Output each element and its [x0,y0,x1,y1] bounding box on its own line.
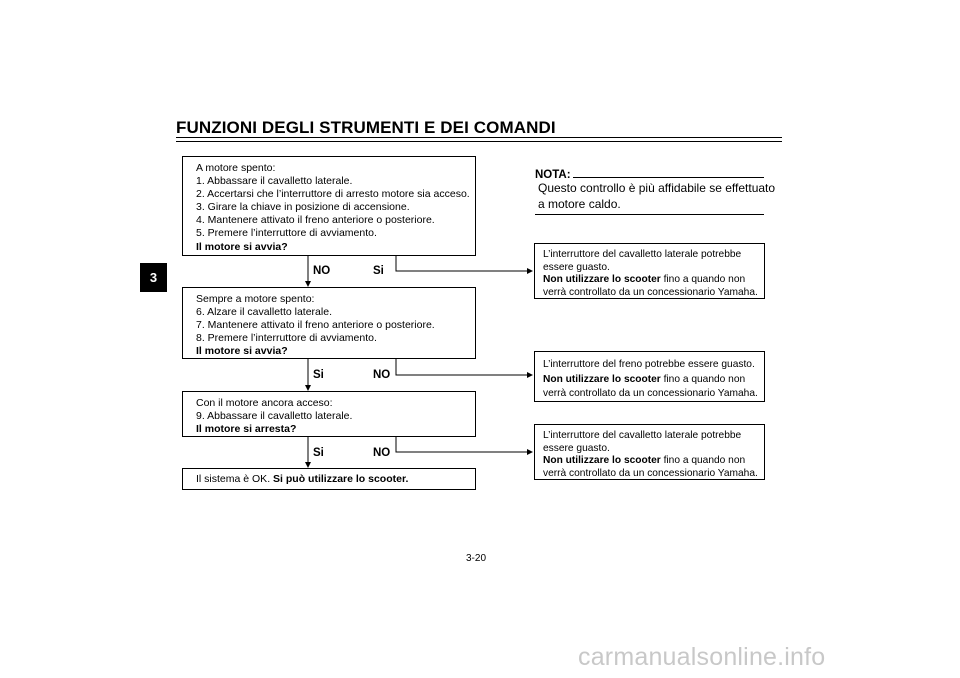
result3-line: essere guasto. [543,442,610,454]
note-text [538,181,778,212]
result1-warning-rest: fino a quando non [660,274,746,286]
step-box-3 [182,391,476,437]
branch-label-down-3: Si [313,447,324,459]
box3-line: 9. Abbassare il cavalletto laterale. [196,410,353,423]
result2-line: verrà controllato da un concessionario Yamaha. [543,388,758,399]
note-line: Questo controllo è più affidabile se effettuato [538,181,776,195]
box4-bold-text: Si può utilizzare lo scooter. [273,473,409,485]
box1-line: 4. Mantenere attivato il freno anteriore o posteriore. [196,214,435,227]
result-box-2 [534,351,765,402]
box2-line: 8. Premere l’interruttore di avviamento. [196,332,377,345]
box2-line: 6. Alzare il cavalletto laterale. [196,306,332,319]
note-rule-bottom [535,214,764,215]
branch-label-down-1: NO [313,265,331,277]
result1-line: L’interruttore del cavalletto laterale potrebbe [543,249,742,260]
result1-line: essere guasto. [543,261,610,273]
result2-line: L’interruttore del freno potrebbe essere guasto. [543,359,755,370]
branch-label-right-1: Si [373,265,384,277]
branch-label-right-3: NO [373,447,391,459]
result-box-1 [534,243,765,299]
chapter-tab: 3 [140,263,167,292]
box1-line: 5. Premere l’interruttore di avviamento. [196,227,377,240]
result3-line: verrà controllato da un concessionario Yamaha. [543,467,758,479]
box3-line: Con il motore ancora acceso: [196,397,333,409]
box1-line: 3. Girare la chiave in posizione di accensione. [196,201,410,214]
result3-warning: Non utilizzare lo scooter [543,455,661,467]
step-box-1 [182,156,476,256]
step-box-4 [182,468,476,490]
result2-warning-rest: fino a quando non [660,373,746,385]
result3-line: L’interruttore del cavalletto laterale potrebbe [543,430,742,441]
result3-warning-rest: fino a quando non [660,455,746,467]
box1-line: 1. Abbassare il cavalletto laterale. [196,175,353,188]
branch-label-right-2: NO [373,369,391,381]
page-number: 3-20 [466,553,487,564]
note-line: a motore caldo. [538,196,621,211]
step-box-2 [182,287,476,359]
arrow-box2-to-result2 [396,359,532,375]
box1-line: 2. Accertarsi che l’interruttore di arresto motore sia acceso. [196,188,470,201]
watermark: carmanualsonline.info [578,643,826,671]
result1-warning: Non utilizzare lo scooter [543,274,661,286]
box4-text: Il sistema è OK. [196,473,274,485]
page-title: FUNZIONI DEGLI STRUMENTI E DEI COMANDI [176,118,556,137]
note-label: NOTA: [535,169,571,181]
arrow-box3-to-result3 [396,437,532,452]
note-rule-top [573,177,764,178]
branch-label-down-2: Si [313,369,324,381]
box2-line: 7. Mantenere attivato il freno anteriore o posteriore. [196,319,435,332]
result2-warning: Non utilizzare lo scooter [543,373,661,385]
result1-line: verrà controllato da un concessionario Yamaha. [543,286,758,298]
box2-line: Sempre a motore spento: [196,293,315,305]
box2-question: Il motore si avvia? [196,345,288,358]
box1-question: Il motore si avvia? [196,240,288,253]
result-box-3 [534,424,765,480]
box3-question: Il motore si arresta? [196,423,297,436]
box1-line: A motore spento: [196,162,276,174]
arrow-box1-to-result1 [396,256,532,271]
